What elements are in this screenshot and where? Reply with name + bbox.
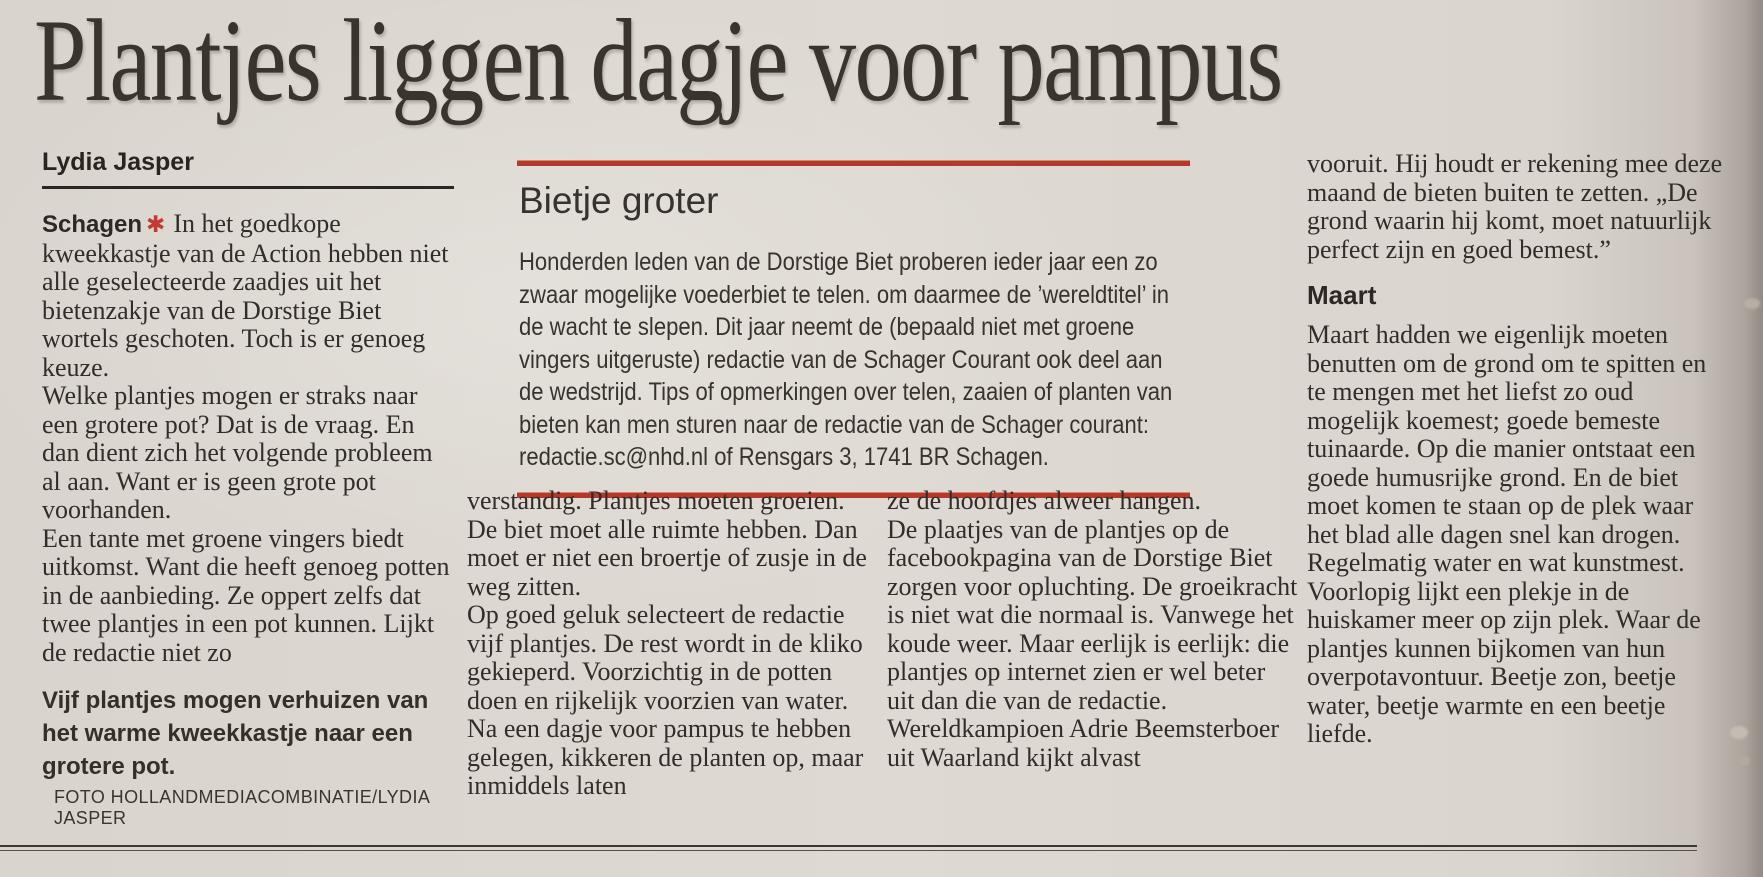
lead-paragraph: [42, 210, 454, 382]
inset-box-top-rule: [517, 160, 1190, 166]
paragraph-text: In het goedkope kweekkastje van de Action hebben niet alle geselecteerde zaadjes uit het bietenzakje van de Dorstige Biet wortels geschoten. Toch is er genoeg keuze.: [42, 209, 449, 382]
inset-box-title: Bietje groter: [519, 180, 719, 221]
column-2: [467, 487, 875, 801]
dateline-asterisk-icon: ✱: [146, 212, 166, 237]
column-1: [42, 148, 454, 829]
byline: Lydia Jasper: [42, 148, 454, 189]
photo-caption: Vijf plantjes mogen verhuizen van het warme kweekkastje naar een grotere pot.: [42, 687, 429, 780]
paper-blemish: [1744, 298, 1760, 309]
maart-heading: Maart: [1307, 280, 1377, 310]
photo-credit: FOTO HOLLANDMEDIACOMBINATIE/LYDIA JASPER: [54, 787, 430, 828]
paragraph: ze de hoofdjes alweer hangen.: [887, 486, 1202, 515]
paragraph: verstandig. Plantjes moeten groeien. De biet moet alle ruimte hebben. Dan moet er niet een broertje of zusje in de weg zitten.: [467, 486, 867, 601]
paper-blemish: [1737, 756, 1750, 766]
dateline: Schagen: [42, 211, 143, 238]
paragraph: Wereldkampioen Adrie Beemsterboer uit Waarland kijkt alvast: [887, 714, 1280, 772]
headline: Plantjes liggen dagje voor pampus: [34, 0, 1282, 126]
paragraph: vooruit. Hij houdt er rekening mee deze maand de bieten buiten te zetten. „De grond waarin hij komt, moet natuurlijk perfect zijn en goed bemest.”: [1307, 149, 1723, 264]
paragraph: Maart hadden we eigenlijk moeten benutten om de grond om te spitten en te mengen met het liefst zo oud mogelijk koemest; goede bemeste tuinaarde. Op die manier ontstaat een goede humusrijke grond. En de biet moet komen te staan op de plek waar het blad alle dagen snel kan drogen. Regelmatig water en wat kunstmest.: [1307, 320, 1707, 577]
paragraph: Welke plantjes mogen er straks naar een grotere pot? Dat is de vraag. En dan dient zich het volgende probleem al aan. Want er is geen grote pot voorhanden.: [42, 381, 433, 524]
paragraph: Voorlopig lijkt een plekje in de huiskamer meer op zijn plek. Waar de plantjes kunnen bijkomen van hun overpotavontuur. Beetje zon, beetje water, beetje warmte en een beetje liefde.: [1307, 576, 1701, 748]
column-3: [887, 487, 1299, 772]
inset-box: [517, 160, 1190, 498]
paragraph: De plaatjes van de plantjes op de facebookpagina van de Dorstige Biet zorgen voor opluchting. De groeikracht is niet wat die normaal is. Vanwege het koude weer. Maar eerlijk is eerlijk: die plantjes op internet zien er wel beter uit dan die van de redactie.: [887, 514, 1298, 715]
bottom-rule: [0, 845, 1697, 851]
paper-blemish: [1730, 726, 1748, 739]
column-4: [1307, 150, 1727, 749]
paragraph: Een tante met groene vingers biedt uitkomst. Want die heeft genoeg potten in de aanbieding. Ze oppert zelfs dat twee plantjes in een pot kunnen. Lijkt de redactie niet zo: [42, 523, 450, 667]
paragraph: Op goed geluk selecteert de redactie vijf plantjes. De rest wordt in de kliko gekieperd. Voorzichtig in de potten doen en rijkelijk voorzien van water. Na een dagje voor pampus te hebben gelegen, kikkeren de planten op, maar inmiddels laten: [467, 600, 864, 800]
inset-box-body: Honderden leden van de Dorstige Biet proberen ieder jaar een zo zwaar mogelijke voederbiet te telen. om daarmee de ’wereldtitel’ in de wacht te slepen. Dit jaar neemt de (bepaald niet met groene vingers uitgeruste) redactie van de Schager Courant ook deel aan de wedstrijd. Tips of opmerkingen over telen, zaaien of planten van bieten kan men sturen naar de redactie van de Schager courant: redactie.sc@nhd.nl of Rensgars 3, 1741 BR Schagen.: [519, 248, 1173, 471]
